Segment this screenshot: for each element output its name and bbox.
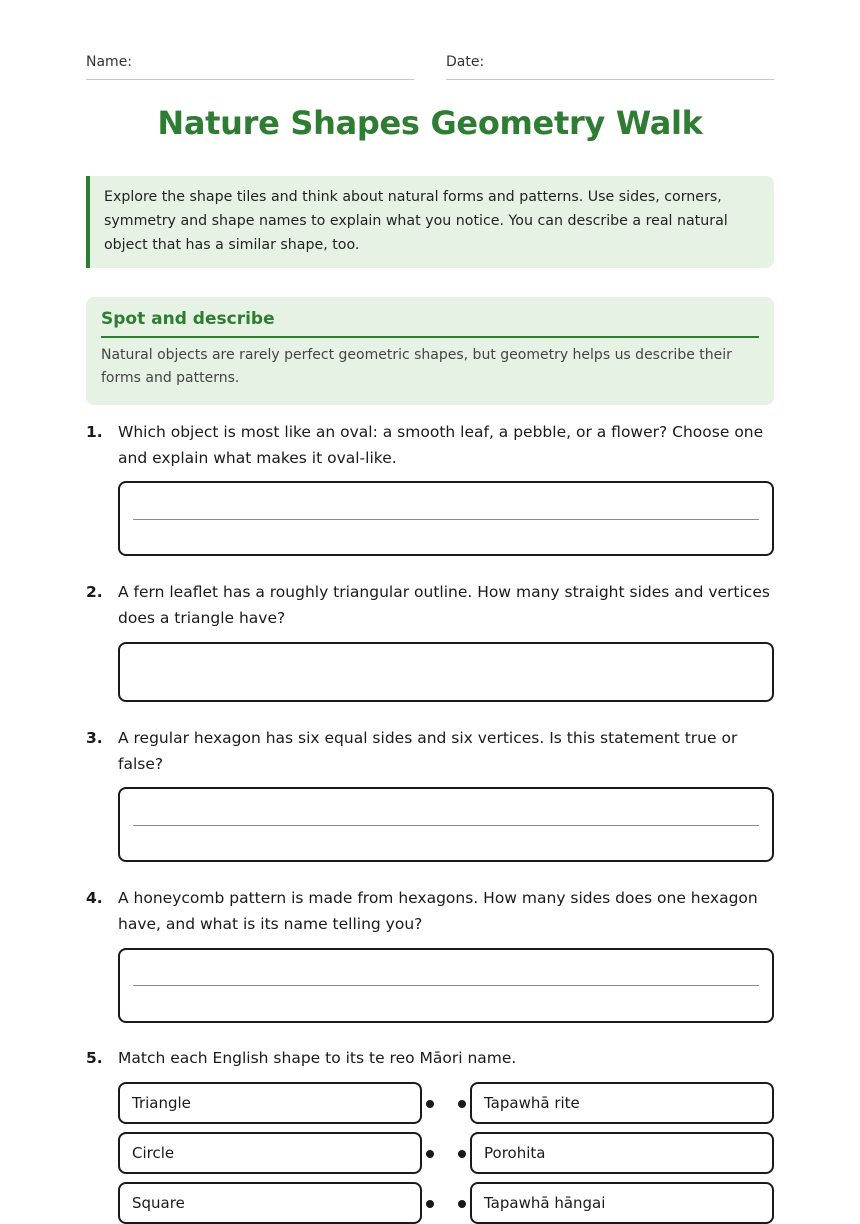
- match-dot-right[interactable]: [458, 1100, 466, 1108]
- header-fields: [86, 54, 774, 80]
- answer-line: [133, 519, 759, 520]
- match-left-item[interactable]: Triangle: [118, 1082, 422, 1124]
- question-number: 3.: [86, 729, 103, 747]
- section-title: Spot and describe: [101, 309, 759, 338]
- question-number: 2.: [86, 583, 103, 601]
- page-title: Nature Shapes Geometry Walk: [157, 104, 703, 142]
- answer-box-1[interactable]: [118, 481, 774, 556]
- question-number: 4.: [86, 889, 103, 907]
- question-number: 5.: [86, 1049, 103, 1067]
- question-text: Which object is most like an oval: a smooth leaf, a pebble, or a flower? Choose one and explain what makes it oval-like.: [118, 423, 764, 467]
- name-label: Name:: [86, 54, 133, 70]
- question-text: Match each English shape to its te reo Māori name.: [118, 1049, 517, 1067]
- answer-line: [133, 985, 759, 986]
- name-field[interactable]: [86, 54, 414, 80]
- match-left-item[interactable]: Square: [118, 1182, 422, 1224]
- section-box: [86, 297, 774, 405]
- match-dot-right[interactable]: [458, 1150, 466, 1158]
- date-label: Date:: [446, 54, 485, 70]
- match-dot-left[interactable]: [426, 1150, 434, 1158]
- section-text: Natural objects are rarely perfect geometric shapes, but geometry helps us describe their forms and patterns.: [101, 347, 732, 386]
- question-number: 1.: [86, 423, 103, 441]
- match-dot-left[interactable]: [426, 1100, 434, 1108]
- question-text: A honeycomb pattern is made from hexagons. How many sides does one hexagon have, and what is its name telling you?: [118, 889, 758, 933]
- answer-box-4[interactable]: [118, 948, 774, 1023]
- intro-box: Explore the shape tiles and think about natural forms and patterns. Use sides, corners, symmetry and shape names to explain what you notice. You can describe a real natural object that has a similar shape, too.: [86, 176, 774, 268]
- answer-box-3[interactable]: [118, 787, 774, 862]
- date-field[interactable]: [446, 54, 774, 80]
- match-right-item[interactable]: Tapawhā rite: [470, 1082, 774, 1124]
- question-text: A fern leaflet has a roughly triangular outline. How many straight sides and vertices does a triangle have?: [118, 583, 770, 627]
- answer-box-2[interactable]: [118, 642, 774, 702]
- answer-line: [133, 825, 759, 826]
- match-left-item[interactable]: Circle: [118, 1132, 422, 1174]
- match-right-item[interactable]: Tapawhā hāngai: [470, 1182, 774, 1224]
- match-dot-right[interactable]: [458, 1200, 466, 1208]
- match-right-item[interactable]: Porohita: [470, 1132, 774, 1174]
- question-text: A regular hexagon has six equal sides and six vertices. Is this statement true or false?: [118, 729, 738, 773]
- match-dot-left[interactable]: [426, 1200, 434, 1208]
